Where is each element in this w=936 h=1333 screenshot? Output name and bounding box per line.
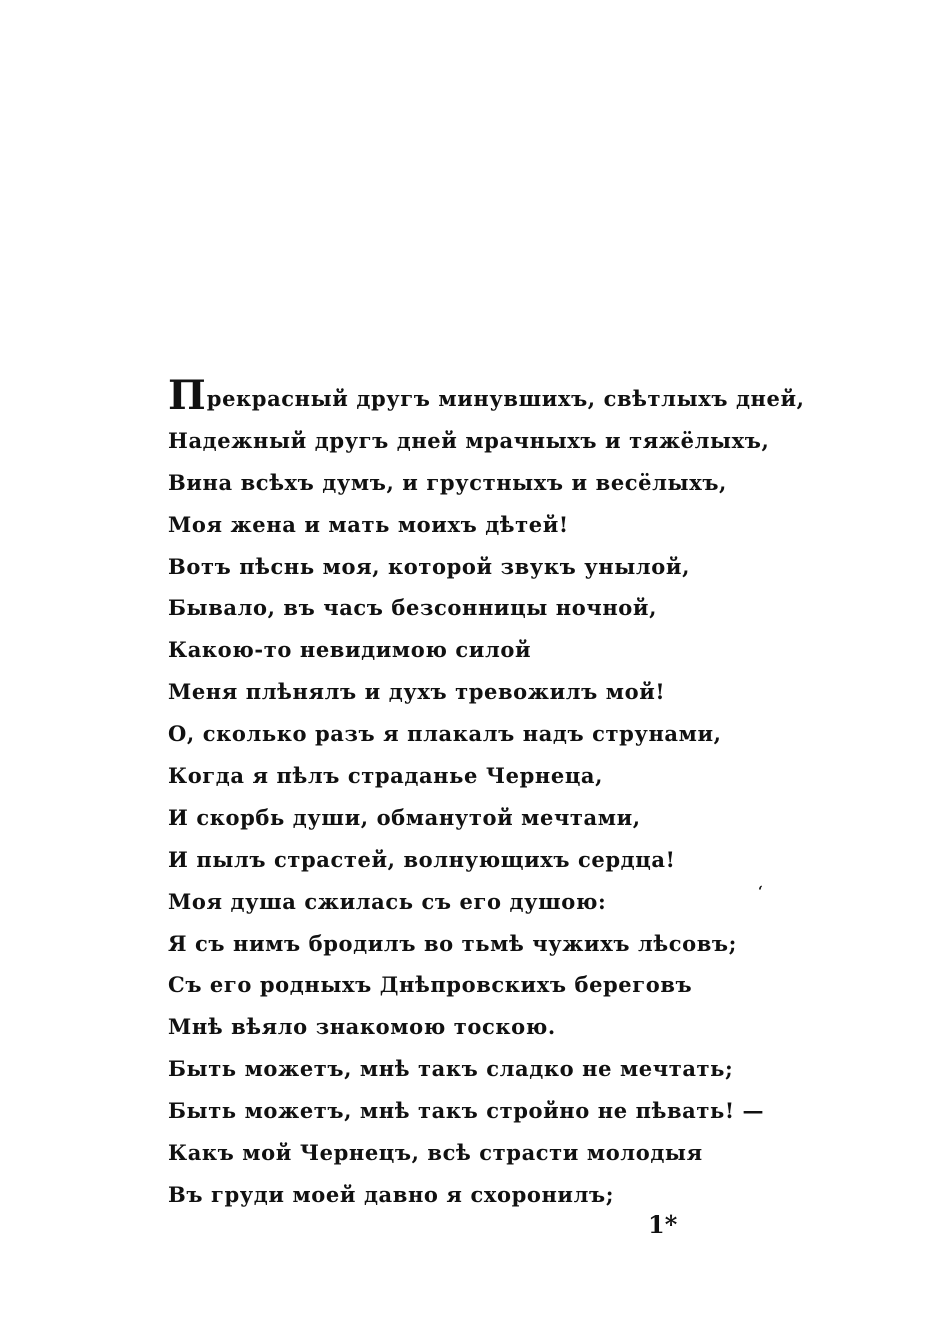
verse-line-20: Въ груди моей давно я схоронилъ; <box>168 1181 615 1207</box>
page-signature: 1* <box>648 1210 678 1239</box>
verse-line-11: И скорбь души, обманутой мечтами, <box>168 804 641 830</box>
stray-print-mark: ‘ <box>758 884 763 900</box>
verse-line-16: Мнѣ вѣяло знакомою тоскою. <box>168 1014 556 1040</box>
verse-line-19: Какъ мой Чернецъ, всѣ страсти молодыя <box>168 1140 703 1166</box>
verse-line-5: Вотъ пѣснь моя, которой звукъ унылой, <box>168 553 690 579</box>
verse-line-17: Быть можетъ, мнѣ такъ сладко не мечтать; <box>168 1056 734 1082</box>
verse-line-7: Какою-то невидимою силой <box>168 637 532 663</box>
verse-line-12: И пылъ страстей, волнующихъ сердца! <box>168 846 676 872</box>
verse-line-3: Вина всѣхъ думъ, и грустныхъ и весёлыхъ, <box>168 469 727 495</box>
drop-cap: П <box>168 372 206 419</box>
verse-line-2: Надежный другъ дней мрачныхъ и тяжёлыхъ, <box>168 427 770 453</box>
verse-line-6: Бывало, въ часъ безсонницы ночной, <box>168 595 657 621</box>
verse-line-1 <box>168 372 868 420</box>
verse-line-1-text: рекрасный другъ минувшихъ, свѣтлыхъ дней, <box>206 386 805 411</box>
verse-line-15: Съ его родныхъ Днѣпровскихъ береговъ <box>168 972 693 998</box>
verse-line-9: О, сколько разъ я плакалъ надъ струнами, <box>168 721 722 747</box>
poem-text <box>168 372 868 1216</box>
verse-line-13: Моя душа сжилась съ его душою: <box>168 888 607 914</box>
verse-line-14: Я съ нимъ бродилъ во тьмѣ чужихъ лѣсовъ; <box>168 930 737 956</box>
verse-line-4: Моя жена и мать моихъ дѣтей! <box>168 511 569 537</box>
verse-line-10: Когда я пѣлъ страданье Чернеца, <box>168 763 604 789</box>
verse-line-8: Меня плѣнялъ и духъ тревожилъ мой! <box>168 679 666 705</box>
verse-line-18: Быть можетъ, мнѣ такъ стройно не пѣвать! — <box>168 1098 765 1124</box>
